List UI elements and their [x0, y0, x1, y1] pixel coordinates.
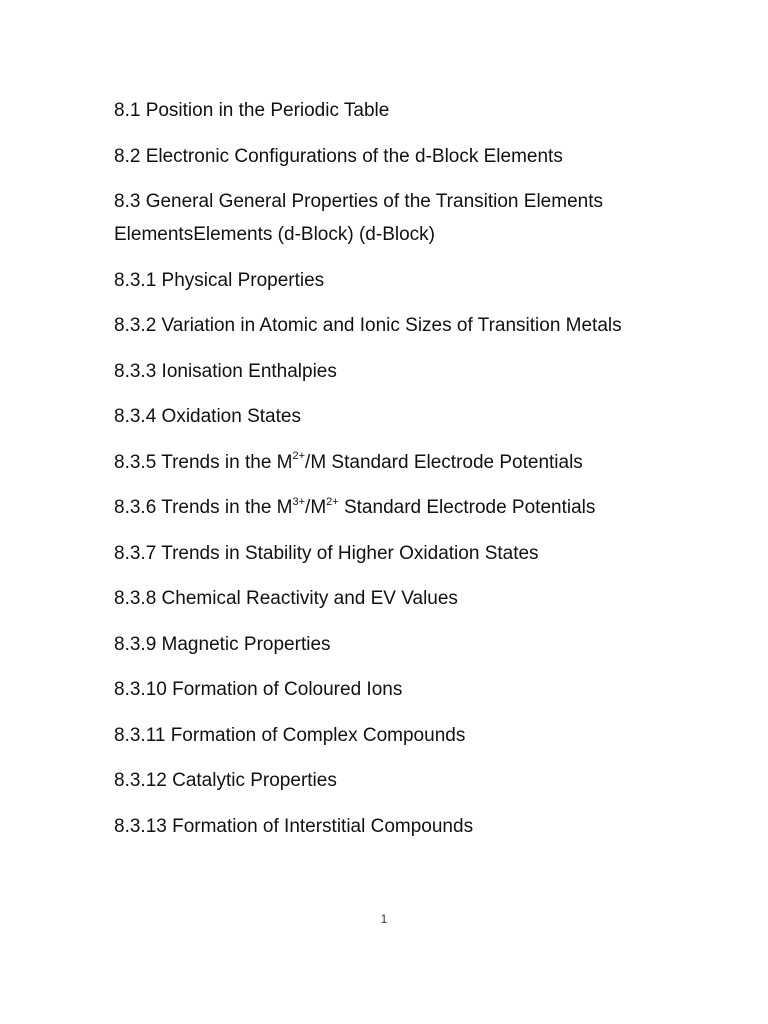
toc-entry-text: /M: [305, 497, 327, 518]
toc-entry-text: /M Standard Electrode Potentials: [305, 451, 583, 473]
toc-entry-8-1: 8.1 Position in the Periodic Table: [114, 100, 390, 121]
toc-entry-8-2: 8.2 Electronic Configurations of the d-Block Elements: [114, 145, 563, 167]
toc-entry-text: 8.3.6 Trends in the M: [114, 497, 293, 518]
toc-entry-8-3-11: 8.3.11 Formation of Complex Compounds: [114, 724, 466, 746]
toc-entry-8-3-13: 8.3.13 Formation of Interstitial Compounds: [114, 815, 474, 837]
charge-superscript: 2+: [292, 450, 306, 463]
toc-entry-8-3-5: [114, 446, 674, 479]
toc-entry-8-3-3: 8.3.3 Ionisation Enthalpies: [114, 360, 337, 382]
toc-entry-text: Standard Electrode Potentials: [338, 497, 596, 518]
toc-entry-text: 8.3.5 Trends in the M: [114, 451, 293, 473]
charge-superscript: 3+: [292, 495, 306, 508]
toc-entry-8-3-7: 8.3.7 Trends in Stability of Higher Oxidation States: [114, 542, 539, 564]
toc-entry-8-3-9: 8.3.9 Magnetic Properties: [114, 633, 331, 655]
toc-entry-8-3-4: 8.3.4 Oxidation States: [114, 406, 301, 427]
toc-entry-8-3-6: [114, 491, 674, 524]
page-number: 1: [380, 912, 388, 926]
toc-entry-8-3-1: 8.3.1 Physical Properties: [114, 269, 325, 291]
toc-entry-8-3-8: 8.3.8 Chemical Reactivity and EV Values: [114, 588, 458, 609]
toc-entry-8-3-10: 8.3.10 Formation of Coloured Ions: [114, 679, 403, 700]
table-of-contents: [114, 94, 674, 855]
toc-entry-8-3-2: 8.3.2 Variation in Atomic and Ionic Sizes of Transition Metals: [114, 315, 622, 336]
toc-entry-8-3: 8.3 General General Properties of the Transition Elements ElementsElements (d-Block) (d-Block): [114, 191, 603, 245]
charge-superscript: 2+: [326, 495, 339, 508]
toc-entry-8-3-12: 8.3.12 Catalytic Properties: [114, 770, 337, 791]
